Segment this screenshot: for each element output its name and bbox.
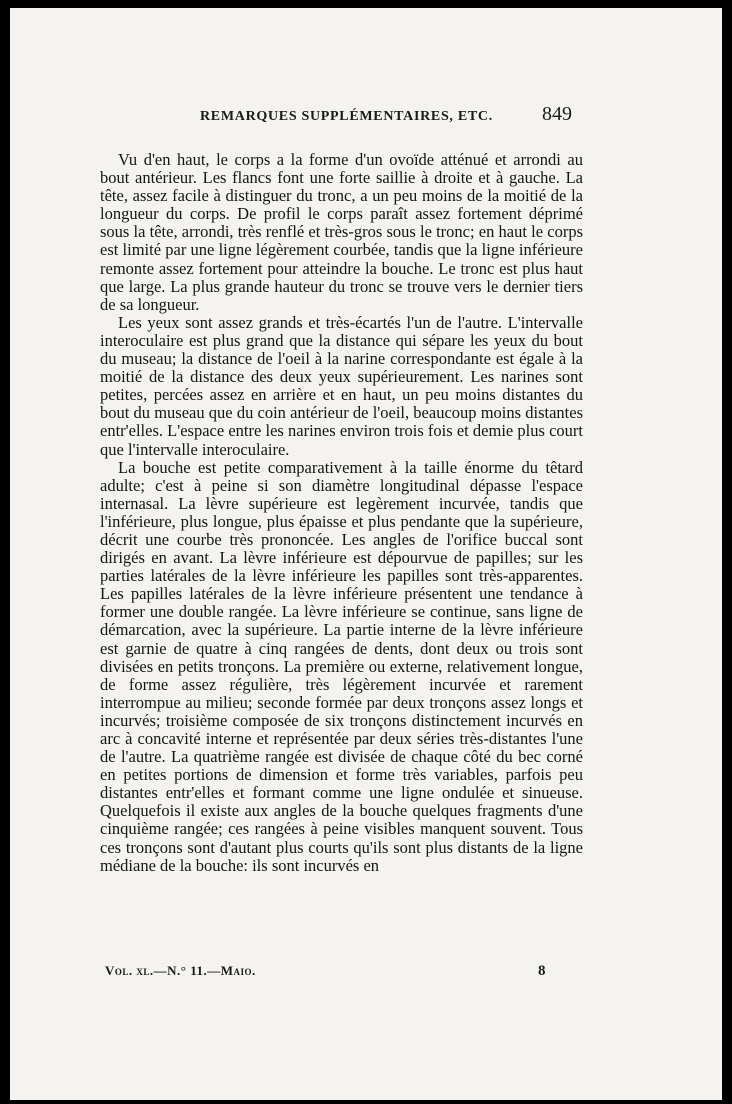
volume-signature: Vol. xl.—N.° 11.—Maio. (105, 963, 256, 978)
book-page (10, 8, 722, 1100)
body-text (100, 151, 583, 875)
paragraph-3: La bouche est petite comparativement à la taille énorme du têtard adulte; c'est à peine si son diamètre longitudinal dépasse l'espace internasal. La lèvre supérieure est legèrement incurvée, tandis que l'inférieure, plus longue, plus épaisse et plus pendante que la supérieure, décrit une courbe très prononcée. Les angles de l'orifice buccal sont dirigés en avant. La lèvre inférieure est dépourvue de papilles; sur les parties latérales de la lèvre inférieure les papilles sont très-apparentes. Les papilles latérales de la lèvre inférieure présentent une tendance à former une double rangée. La lèvre inférieure se continue, sans ligne de démarcation, avec la supérieure. La partie interne de la lèvre inférieure est garnie de quatre à cinq rangées de dents, dont deux ou trois sont divisées en petits tronçons. La première ou externe, relativement longue, de forme assez régulière, très légèrement incurvée et rarement interrompue au milieu; seconde formée par deux tronçons assez longs et incurvés; troisième composée de six tronçons distinctement incurvés en arc à concavité interne et représentée par deux séries très-distantes l'une de l'autre. La quatrième rangée est divisée de chaque côté du bec corné en petites portions de dimension et forme très variables, parfois peu distantes entr'elles et formant comme une ligne ondulée et sinueuse. Quelquefois il existe aux angles de la bouche quelques fragments d'une cinquième rangée; ces rangées à peine visibles manquent souvent. Tous ces tronçons sont d'autant plus courts qu'ils sont plus distants de la ligne médiane de la bouche: ils sont incurvés en (100, 457, 583, 875)
sheet-number: 8 (538, 963, 546, 979)
page-header (10, 103, 722, 133)
running-title: REMARQUES SUPPLÉMENTAIRES, ETC. (200, 109, 493, 124)
page-footer (10, 963, 722, 987)
page-number: 849 (542, 103, 572, 125)
paragraph-2: Les yeux sont assez grands et très-écartés l'un de l'autre. L'intervalle interoculaire est plus grand que la distance qui sépare les yeux du bout du museau; la distance de l'oeil à la narine correspondante est égale à la moitié de la distance des deux yeux supérieurement. Les narines sont petites, percées assez en arrière et en haut, un peu moins distantes du bout du museau que du coin antérieur de l'oeil, beaucoup moins distantes entr'elles. L'espace entre les narines environ trois fois et demie plus court que l'intervalle interoculaire. (100, 312, 583, 459)
paragraph-1: Vu d'en haut, le corps a la forme d'un ovoïde atténué et arrondi au bout antérieur. Les flancs font une forte saillie à droite et à gauche. La tête, assez facile à distinguer du tronc, a un peu moins de la moitié de la longueur du corps. De profil le corps paraît assez fortement déprimé sous la tête, arrondi, très renflé et très-gros sous le tronc; en haut le corps est limité par une ligne légèrement courbée, tandis que la ligne inférieure remonte assez fortement pour atteindre la bouche. Le tronc est plus haut que large. La plus grande hauteur du tronc se trouve vers le dernier tiers de sa longueur. (100, 150, 583, 314)
